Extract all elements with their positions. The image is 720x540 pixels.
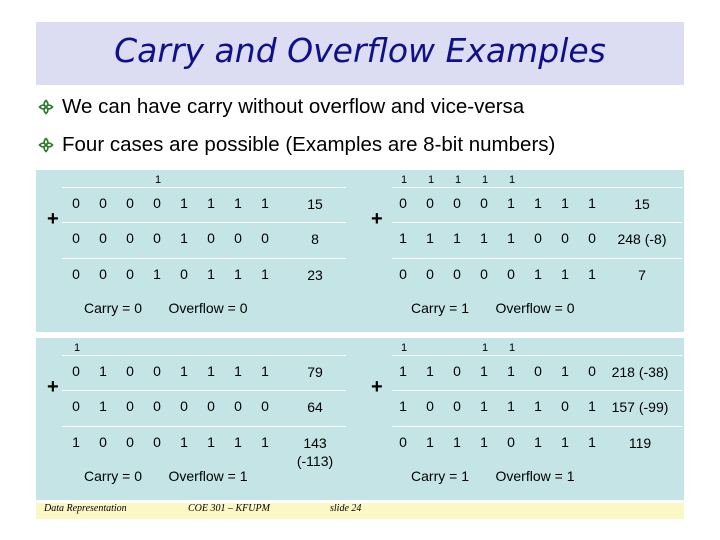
bit-cell: 1 xyxy=(72,434,80,450)
bit-cell: 1 xyxy=(561,266,569,282)
bit-cell: 0 xyxy=(153,230,161,246)
bit-cell: 1 xyxy=(207,266,215,282)
bit-cell: 1 xyxy=(207,363,215,379)
bit-cell: 1 xyxy=(426,230,434,246)
bit-cell: 1 xyxy=(99,398,107,414)
bit-cell: 0 xyxy=(72,230,80,246)
diamond-bullet-icon xyxy=(38,137,54,153)
overflow-status: Overflow = 1 xyxy=(168,468,248,484)
slide-title: Carry and Overflow Examples xyxy=(114,31,606,70)
carry-bit: 1 xyxy=(428,174,435,186)
bit-cell: 0 xyxy=(180,266,188,282)
bit-cell: 0 xyxy=(507,266,515,282)
row-divider xyxy=(62,258,346,259)
row-divider xyxy=(392,222,682,223)
bit-cell: 1 xyxy=(180,363,188,379)
bit-cell: 1 xyxy=(153,266,161,282)
carry-bit: 1 xyxy=(155,174,162,186)
bit-cell: 1 xyxy=(99,363,107,379)
bit-cell: 1 xyxy=(399,230,407,246)
bit-cell: 0 xyxy=(153,434,161,450)
bit-cell: 1 xyxy=(180,230,188,246)
bit-cell: 0 xyxy=(72,398,80,414)
bit-cell: 1 xyxy=(588,434,596,450)
bit-cell: 0 xyxy=(426,398,434,414)
bit-cell: 1 xyxy=(534,266,542,282)
bit-cell: 0 xyxy=(207,230,215,246)
carry-bit: 1 xyxy=(509,174,516,186)
overflow-status: Overflow = 1 xyxy=(495,468,575,484)
bit-cell: 1 xyxy=(234,266,242,282)
row-divider xyxy=(392,355,682,356)
carry-bit: 1 xyxy=(401,342,408,354)
bit-cell: 1 xyxy=(261,434,269,450)
bit-cell: 1 xyxy=(399,363,407,379)
plus-sign: + xyxy=(371,376,383,398)
bit-cell: 1 xyxy=(180,434,188,450)
bit-cell: 1 xyxy=(534,434,542,450)
bit-cell: 1 xyxy=(234,434,242,450)
plus-sign: + xyxy=(371,208,383,230)
bit-cell: 1 xyxy=(426,434,434,450)
bullet-text: We can have carry without overflow and vice-versa xyxy=(62,95,525,118)
decimal-value: 79 xyxy=(307,364,323,380)
bit-cell: 0 xyxy=(261,398,269,414)
bit-cell: 0 xyxy=(507,434,515,450)
bit-cell: 0 xyxy=(561,398,569,414)
bit-cell: 1 xyxy=(588,398,596,414)
row-divider xyxy=(62,355,346,356)
decimal-value: 15 xyxy=(634,196,650,212)
bit-cell: 1 xyxy=(261,266,269,282)
row-divider xyxy=(392,258,682,259)
bit-cell: 0 xyxy=(399,195,407,211)
decimal-value: 15 xyxy=(307,196,323,212)
decimal-value: 7 xyxy=(638,267,646,283)
carry-status: Carry = 1 xyxy=(411,300,469,316)
bit-cell: 0 xyxy=(99,230,107,246)
bit-cell: 0 xyxy=(72,363,80,379)
bullet-1 xyxy=(38,95,524,119)
bit-cell: 1 xyxy=(507,363,515,379)
overflow-status: Overflow = 0 xyxy=(168,300,248,316)
bit-cell: 0 xyxy=(561,230,569,246)
bit-cell: 0 xyxy=(588,363,596,379)
bit-cell: 1 xyxy=(261,195,269,211)
bit-cell: 0 xyxy=(126,398,134,414)
title-banner xyxy=(36,22,684,85)
bit-cell: 0 xyxy=(180,398,188,414)
bit-cell: 0 xyxy=(534,230,542,246)
bit-cell: 1 xyxy=(207,434,215,450)
row-divider xyxy=(392,390,682,391)
plus-sign: + xyxy=(47,208,59,230)
bit-cell: 1 xyxy=(426,363,434,379)
bit-cell: 0 xyxy=(480,195,488,211)
bit-cell: 0 xyxy=(126,434,134,450)
bit-cell: 0 xyxy=(399,434,407,450)
bit-cell: 0 xyxy=(126,195,134,211)
bit-cell: 0 xyxy=(72,195,80,211)
carry-bit: 1 xyxy=(482,342,489,354)
carry-bit: 1 xyxy=(455,174,462,186)
bit-cell: 1 xyxy=(507,195,515,211)
bullet-text: Four cases are possible (Examples are 8-bit numbers) xyxy=(62,133,556,156)
bit-cell: 0 xyxy=(153,195,161,211)
decimal-value: 8 xyxy=(311,231,319,247)
bit-cell: 1 xyxy=(207,195,215,211)
bit-cell: 0 xyxy=(453,398,461,414)
decimal-value: 143 (-113) xyxy=(296,435,334,469)
bit-cell: 0 xyxy=(153,363,161,379)
bit-cell: 1 xyxy=(234,363,242,379)
carry-status: Carry = 0 xyxy=(84,300,142,316)
bit-cell: 1 xyxy=(507,230,515,246)
bit-cell: 0 xyxy=(153,398,161,414)
bit-cell: 0 xyxy=(534,363,542,379)
bit-cell: 0 xyxy=(99,434,107,450)
bit-cell: 0 xyxy=(126,363,134,379)
carry-bit: 1 xyxy=(401,174,408,186)
bit-cell: 0 xyxy=(261,230,269,246)
overflow-status: Overflow = 0 xyxy=(495,300,575,316)
decimal-value: 64 xyxy=(307,399,323,415)
bit-cell: 0 xyxy=(453,266,461,282)
bit-cell: 1 xyxy=(561,363,569,379)
bit-cell: 1 xyxy=(234,195,242,211)
footer-right: slide 24 xyxy=(330,503,362,514)
bit-cell: 1 xyxy=(453,434,461,450)
bit-cell: 0 xyxy=(399,266,407,282)
bit-cell: 0 xyxy=(126,230,134,246)
bit-cell: 1 xyxy=(180,195,188,211)
bit-cell: 0 xyxy=(588,230,596,246)
bit-cell: 0 xyxy=(234,230,242,246)
bit-cell: 1 xyxy=(480,398,488,414)
bit-cell: 1 xyxy=(480,363,488,379)
bit-cell: 1 xyxy=(561,195,569,211)
decimal-value: 23 xyxy=(307,267,323,283)
row-divider xyxy=(62,426,346,427)
bit-cell: 1 xyxy=(480,434,488,450)
row-divider xyxy=(392,426,682,427)
footer-center: COE 301 – KFUPM xyxy=(188,503,270,514)
bit-cell: 0 xyxy=(480,266,488,282)
decimal-value: 119 xyxy=(628,435,652,451)
bit-cell: 1 xyxy=(261,363,269,379)
bit-cell: 0 xyxy=(99,266,107,282)
bit-cell: 0 xyxy=(426,195,434,211)
row-divider xyxy=(62,222,346,223)
bit-cell: 0 xyxy=(426,266,434,282)
bit-cell: 1 xyxy=(534,398,542,414)
decimal-value: 248 (-8) xyxy=(617,231,667,247)
bit-cell: 1 xyxy=(399,398,407,414)
row-divider xyxy=(392,187,682,188)
carry-bit: 1 xyxy=(74,342,81,354)
bit-cell: 1 xyxy=(534,195,542,211)
row-divider xyxy=(62,187,346,188)
carry-bit: 1 xyxy=(509,342,516,354)
bit-cell: 1 xyxy=(588,266,596,282)
carry-status: Carry = 0 xyxy=(84,468,142,484)
bit-cell: 1 xyxy=(507,398,515,414)
diamond-bullet-icon xyxy=(38,99,54,115)
bit-cell: 0 xyxy=(126,266,134,282)
bit-cell: 1 xyxy=(480,230,488,246)
bit-cell: 1 xyxy=(588,195,596,211)
bit-cell: 0 xyxy=(453,363,461,379)
bit-cell: 0 xyxy=(234,398,242,414)
bit-cell: 1 xyxy=(561,434,569,450)
plus-sign: + xyxy=(47,376,59,398)
footer-left: Data Representation xyxy=(44,503,127,514)
bit-cell: 0 xyxy=(453,195,461,211)
decimal-value: 218 (-38) xyxy=(611,364,669,380)
carry-bit: 1 xyxy=(482,174,489,186)
decimal-value: 157 (-99) xyxy=(611,399,669,415)
bit-cell: 0 xyxy=(207,398,215,414)
carry-status: Carry = 1 xyxy=(411,468,469,484)
row-divider xyxy=(62,390,346,391)
bit-cell: 0 xyxy=(99,195,107,211)
bit-cell: 1 xyxy=(453,230,461,246)
bullet-2 xyxy=(38,133,555,157)
bit-cell: 0 xyxy=(72,266,80,282)
